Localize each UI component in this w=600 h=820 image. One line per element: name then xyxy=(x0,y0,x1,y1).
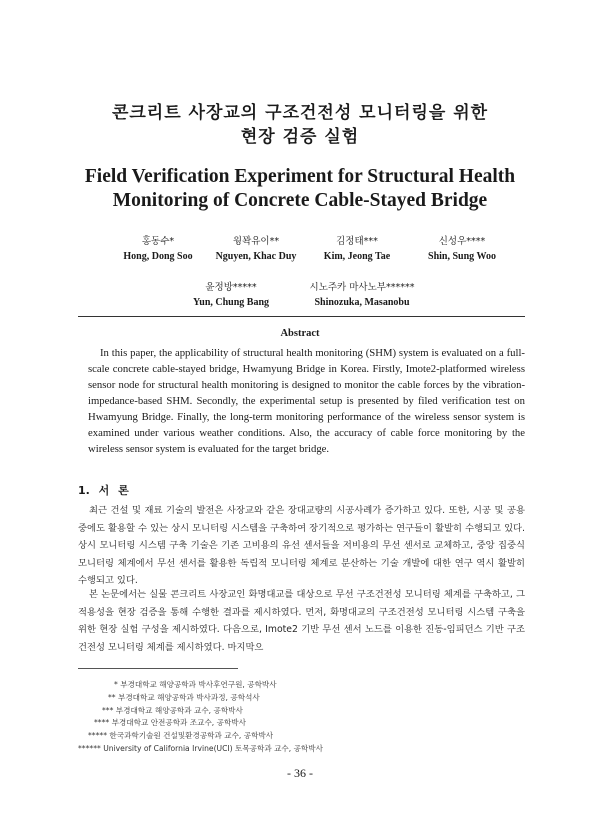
author-name-ko: 윤정방***** xyxy=(205,282,257,293)
author-name-ko: 김정태*** xyxy=(336,236,378,247)
author-name-en: Hong, Dong Soo xyxy=(123,251,193,262)
introduction-paragraph-2: 본 논문에서는 실물 콘크리트 사장교인 화명대교를 대상으로 무선 구조건전성 모니터링 체계를 구축하고, 그 적용성을 현장 검증을 통해 수행한 결과를 제시하였다. 먼저, 화명대교의 구조건전성 모니터링 시스템 구축을 위한 현장 실험 구성을 제시하였다. 다음으로, Imote2 기반 무선 센서 노드를 이용한 진동-임피던스 기반 구조건전성 모니터링 체계를 제시하였다. 마지막으 xyxy=(78,589,525,653)
author-name-ko: 윙꽉유이** xyxy=(232,236,280,247)
introduction-paragraph-1: 최근 건설 및 재료 기술의 발전은 사장교와 같은 장대교량의 시공사례가 증가하고 있다. 또한, 시공 및 공용 중에도 활용할 수 있는 상시 모니터링 시스템을 구축하여 장기적으로 평가하는 연구들이 활발히 수행되고 있다. 상시 모니터링 시스템 구축 기술은 기존 고비용의 유선 센서들을 저비용의 무선 센서로 교체하고, 중앙 집중식 모니터링 체계에서 무선 센서를 활용한 독립적 모니터링 체계로 분산하는 기술 개발에 대한 연구 역시 활발히 수행되고 있다. xyxy=(78,505,525,587)
korean-title-line-2: 현장 검증 실험 xyxy=(240,127,360,147)
author-name-ko: 시노주카 마사노부****** xyxy=(309,282,415,293)
footnote: *** 부경대학교 해양공학과 교수, 공학박사 xyxy=(102,705,243,715)
author-name-en: Yun, Chung Bang xyxy=(192,297,270,308)
abstract-divider xyxy=(78,316,525,317)
abstract-heading: Abstract xyxy=(280,328,320,339)
page-number: - 36 - xyxy=(287,766,313,780)
author-name-ko: 신성우**** xyxy=(438,236,486,247)
author-5 xyxy=(166,280,296,310)
footnote: **** 부경대학교 안전공학과 조교수, 공학박사 xyxy=(94,718,246,728)
footnote-divider xyxy=(78,668,238,669)
footnote: ** 부경대학교 해양공학과 박사과정, 공학석사 xyxy=(108,692,260,702)
author-name-en: Kim, Jeong Tae xyxy=(323,251,391,262)
footnote: ***** 한국과학기술원 건설및환경공학과 교수, 공학박사 xyxy=(88,731,274,741)
author-name-en: Shin, Sung Woo xyxy=(428,251,496,262)
section-heading-introduction: 1. 서 론 xyxy=(78,484,129,497)
footnote: * 부경대학교 해양공학과 박사후연구원, 공학박사 xyxy=(114,680,277,689)
korean-title-line-1: 콘크리트 사장교의 구조건전성 모니터링을 위한 xyxy=(111,103,489,123)
english-title-line-2: Monitoring of Concrete Cable-Stayed Bridge xyxy=(112,190,488,211)
author-6 xyxy=(282,280,442,310)
author-name-en: Nguyen, Khac Duy xyxy=(215,251,297,262)
author-name-ko: 홍동수* xyxy=(141,236,175,247)
author-name-en: Shinozuka, Masanobu xyxy=(314,297,410,308)
footnotes xyxy=(78,679,538,756)
author-4 xyxy=(397,234,527,264)
english-title-line-1: Field Verification Experiment for Structural Health xyxy=(84,166,516,187)
footnote: ****** University of California Irvine(UCI) 토목공학과 교수, 공학박사 xyxy=(78,743,323,753)
abstract-text: In this paper, the applicability of structural health monitoring (SHM) system is evaluated on a full-scale concrete cable-stayed bridge, Hwamyung Bridge in Korea. Firstly, Imote2-platformed wireless sensor node for structural health monitoring is designed to monitor the cable forces by the vibration-impedance-based SHM. Secondly, the experimental setup is presented by filed verification test on Hwamyung Bridge. Finally, the long-term monitoring performance of the wireless sensor system is examined under various weather conditions. Also, the accuracy of cable force monitoring by the wireless sensor system is evaluated for the target bridge. xyxy=(88,347,525,455)
